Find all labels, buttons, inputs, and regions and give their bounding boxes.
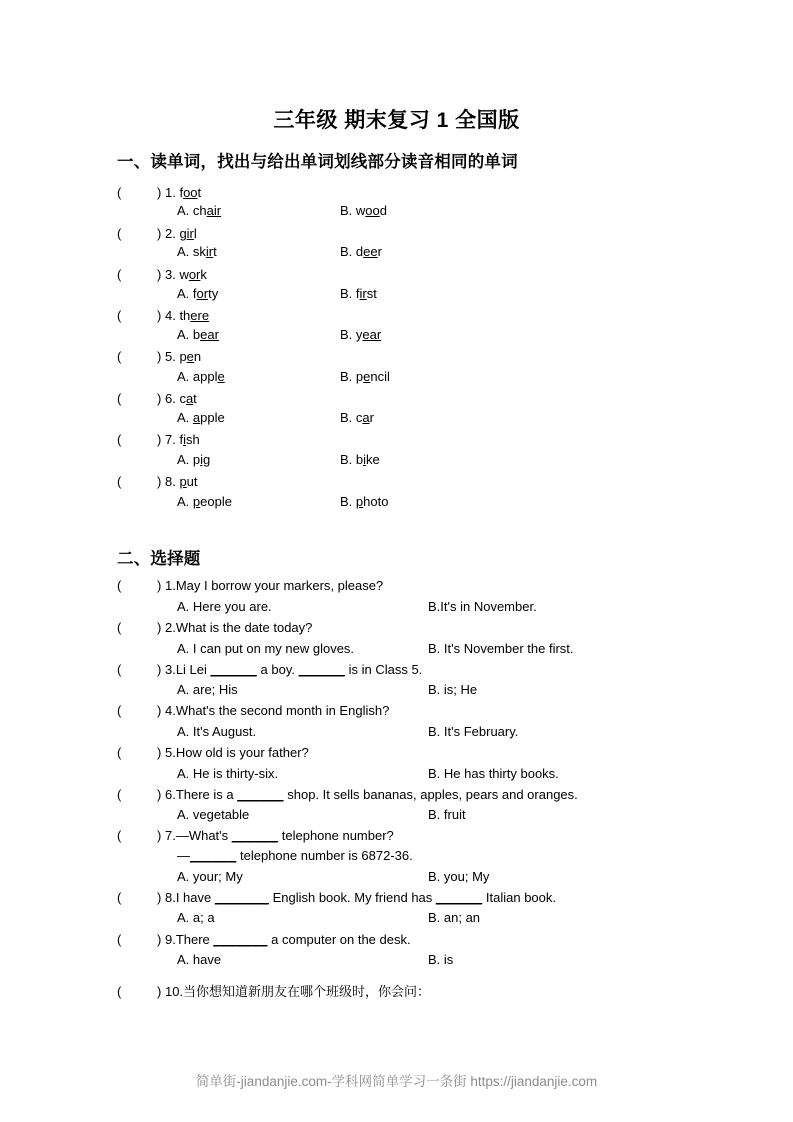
stem-underlined: p: [179, 474, 187, 489]
answer-bracket-close: ): [157, 391, 162, 406]
s1-option-a[interactable]: [177, 244, 217, 259]
s2-question-stem: [117, 745, 309, 760]
stem-text: What's the second month in English?: [175, 703, 390, 718]
question-number: 3.: [164, 267, 176, 282]
question-number: 2.: [164, 620, 176, 635]
option-pre: y: [355, 327, 363, 342]
stem-pre: f: [179, 185, 184, 200]
s2-option-b[interactable]: B. It's February.: [428, 724, 519, 739]
s2-option-b[interactable]: B. an; an: [428, 910, 481, 925]
answer-bracket-open[interactable]: (: [117, 787, 122, 802]
answer-bracket-close: ): [157, 620, 162, 635]
stem-pre: c: [179, 391, 186, 406]
option-a-label: A.: [177, 410, 193, 425]
s2-question-stem: [117, 932, 411, 947]
option-underlined: ear: [362, 327, 382, 342]
s2-option-a[interactable]: A. a; a: [177, 910, 215, 925]
s2-option-b[interactable]: B. fruit: [428, 807, 466, 822]
option-post: t: [213, 244, 217, 259]
answer-bracket-close: ): [157, 890, 162, 905]
option-pre: f: [192, 286, 197, 301]
answer-bracket-open[interactable]: (: [117, 932, 122, 947]
answer-bracket-open[interactable]: (: [117, 474, 122, 489]
option-pre: b: [355, 452, 364, 467]
option-underlined: a: [192, 410, 201, 425]
question-number: 8.: [164, 890, 176, 905]
question-number: 4.: [164, 308, 176, 323]
s2-option-a[interactable]: A. It's August.: [177, 724, 257, 739]
option-underlined: a: [362, 410, 370, 425]
s1-option-b[interactable]: [340, 327, 381, 342]
option-a-label: A.: [177, 286, 193, 301]
answer-bracket-close: ): [157, 828, 162, 843]
fill-in-blank[interactable]: _______: [214, 890, 269, 905]
answer-bracket-close: ): [157, 984, 162, 999]
option-underlined: ir: [205, 244, 214, 259]
option-post: r: [369, 410, 374, 425]
stem-post: t: [197, 185, 202, 200]
option-a-label: A.: [177, 369, 193, 384]
section-1-heading: 一、读单词，找出与给出单词划线部分读音相同的单词: [117, 153, 518, 171]
s1-option-b[interactable]: [340, 286, 377, 301]
answer-bracket-close: ): [157, 308, 162, 323]
answer-bracket-open[interactable]: (: [117, 349, 122, 364]
answer-bracket-close: ): [157, 185, 162, 200]
option-post: d: [379, 203, 387, 218]
stem-part-3: is in Class 5.: [344, 662, 423, 677]
stem-post: ut: [186, 474, 198, 489]
s2-option-a[interactable]: A. your; My: [177, 869, 243, 884]
question-number: 8.: [164, 474, 176, 489]
question-number: 6.: [164, 787, 176, 802]
s2-option-a[interactable]: A. He is thirty-six.: [177, 766, 279, 781]
option-underlined: i: [363, 452, 367, 467]
fill-in-blank[interactable]: ______: [210, 662, 257, 677]
answer-bracket-open[interactable]: (: [117, 226, 122, 241]
answer-bracket-close: ): [157, 745, 162, 760]
stem-underlined: i: [183, 432, 186, 447]
s1-option-a[interactable]: [177, 410, 225, 425]
stem-part-2: a computer on the desk.: [267, 932, 411, 947]
stem-post: n: [193, 349, 202, 364]
option-b-label: B.: [340, 369, 356, 384]
stem-pre: th: [179, 308, 191, 323]
stem-line2-part-1: —: [177, 848, 190, 863]
option-a-label: A.: [177, 203, 193, 218]
page-title: 三年级 期末复习 1 全国版: [273, 109, 520, 132]
s2-option-a[interactable]: A. vegetable: [177, 807, 250, 822]
option-b-label: B.: [340, 327, 356, 342]
option-b-label: B.: [340, 410, 356, 425]
footer-watermark: 简单街-jiandanjie.com-学科网简单学习一条街 https://jiandanjie.com: [195, 1074, 598, 1089]
s1-option-a[interactable]: [177, 369, 225, 384]
option-post: hoto: [363, 494, 389, 509]
s1-option-b[interactable]: [340, 410, 374, 425]
answer-bracket-open[interactable]: (: [117, 828, 122, 843]
answer-bracket-close: ): [157, 662, 162, 677]
stem-underlined: oo: [183, 185, 198, 200]
stem-part-2: telephone number?: [278, 828, 394, 843]
option-pre: d: [355, 244, 364, 259]
question-number: 5.: [164, 349, 176, 364]
answer-bracket-close: ): [157, 432, 162, 447]
s2-question-stem: [117, 984, 430, 999]
stem-part-1: —What's: [175, 828, 232, 843]
s1-option-b[interactable]: [340, 369, 390, 384]
stem-text: 当你想知道新朋友在哪个班级时，你会问：: [183, 984, 431, 999]
option-pre: c: [355, 410, 363, 425]
s2-option-a[interactable]: A. Here you are.: [177, 599, 272, 614]
question-number: 9.: [164, 932, 176, 947]
s1-question-stem: [117, 432, 200, 447]
s2-question-stem: [117, 828, 394, 843]
option-underlined: air: [206, 203, 222, 218]
stem-text: How old is your father?: [175, 745, 309, 760]
answer-bracket-open[interactable]: (: [117, 984, 122, 999]
option-pre: ch: [192, 203, 207, 218]
option-post: pple: [200, 410, 225, 425]
fill-in-blank[interactable]: ______: [237, 787, 284, 802]
option-underlined: p: [355, 494, 364, 509]
answer-bracket-close: ): [157, 932, 162, 947]
question-number: 7.: [164, 432, 176, 447]
question-number: 6.: [164, 391, 176, 406]
answer-bracket-open[interactable]: (: [117, 578, 122, 593]
s2-option-a[interactable]: A. are; His: [177, 682, 238, 697]
answer-bracket-open[interactable]: (: [117, 745, 122, 760]
answer-bracket-open[interactable]: (: [117, 185, 122, 200]
s2-option-b[interactable]: B. is; He: [428, 682, 478, 697]
stem-post: k: [200, 267, 207, 282]
option-underlined: oo: [365, 203, 380, 218]
s1-option-b[interactable]: [340, 203, 387, 218]
stem-text: May I borrow your markers, please?: [175, 578, 384, 593]
fill-in-blank[interactable]: ______: [298, 662, 345, 677]
answer-bracket-open[interactable]: (: [117, 391, 122, 406]
stem-post: sh: [185, 432, 200, 447]
option-a-label: A.: [177, 244, 193, 259]
s2-question-stem: [117, 662, 422, 677]
s1-question-stem: [117, 349, 201, 364]
option-underlined: e: [363, 369, 371, 384]
s1-question-stem: [117, 185, 201, 200]
stem-pre: p: [179, 349, 187, 364]
option-a-label: A.: [177, 452, 193, 467]
option-underlined: ir: [359, 286, 367, 301]
stem-part-2: English book. My friend has: [268, 890, 436, 905]
stem-part-1: There is a: [175, 787, 238, 802]
option-underlined: ear: [200, 327, 219, 342]
option-post: eople: [200, 494, 232, 509]
answer-bracket-open[interactable]: (: [117, 432, 122, 447]
option-underlined: ig: [200, 452, 211, 467]
s2-question-stem: [117, 890, 556, 905]
question-number: 1.: [164, 185, 176, 200]
question-number: 2.: [164, 226, 176, 241]
answer-bracket-open[interactable]: (: [117, 662, 122, 677]
s2-question-stem: [117, 703, 389, 718]
answer-bracket-close: ): [157, 267, 162, 282]
option-underlined: e: [217, 369, 225, 384]
fill-in-blank[interactable]: _______: [213, 932, 268, 947]
section-2-heading: 二、选择题: [117, 550, 201, 568]
s2-question-stem: [117, 578, 383, 593]
question-number: 7.: [164, 828, 176, 843]
s1-option-b[interactable]: [340, 494, 388, 509]
s2-option-b[interactable]: B. He has thirty books.: [428, 766, 559, 781]
s1-option-a[interactable]: [177, 286, 218, 301]
option-a-label: A.: [177, 327, 193, 342]
option-b-label: B.: [340, 203, 356, 218]
option-pre: b: [192, 327, 201, 342]
stem-line2-part-2: telephone number is 6872-36.: [236, 848, 413, 863]
fill-in-blank[interactable]: ______: [231, 828, 279, 843]
answer-bracket-open[interactable]: (: [117, 703, 122, 718]
s1-question-stem: [117, 391, 197, 406]
s1-option-b[interactable]: [340, 452, 380, 467]
stem-part-2: a boy.: [256, 662, 299, 677]
question-number: 3.: [164, 662, 176, 677]
s2-option-b[interactable]: B.It's in November.: [428, 599, 537, 614]
question-number: 10.: [164, 984, 184, 999]
question-number: 5.: [164, 745, 176, 760]
option-a-label: A.: [177, 494, 193, 509]
s2-question-stem: [117, 787, 578, 802]
answer-bracket-close: ): [157, 349, 162, 364]
stem-part-3: Italian book.: [482, 890, 556, 905]
s1-option-a[interactable]: [177, 327, 219, 342]
option-pre: p: [192, 452, 201, 467]
option-b-label: B.: [340, 286, 356, 301]
s2-question-stem-line2: [177, 848, 413, 863]
answer-bracket-close: ): [157, 474, 162, 489]
option-underlined: ee: [363, 244, 378, 259]
answer-bracket-open[interactable]: (: [117, 890, 122, 905]
stem-underlined: e: [186, 349, 194, 364]
stem-underlined: gir: [179, 226, 194, 241]
stem-pre: f: [179, 432, 184, 447]
option-pre: f: [355, 286, 360, 301]
option-post: st: [366, 286, 377, 301]
answer-bracket-close: ): [157, 578, 162, 593]
fill-in-blank[interactable]: ______: [435, 890, 483, 905]
option-underlined: p: [192, 494, 201, 509]
s2-option-a[interactable]: A. I can put on my new gloves.: [177, 641, 355, 656]
option-pre: appl: [192, 369, 218, 384]
stem-post: t: [193, 391, 197, 406]
fill-in-blank[interactable]: ______: [190, 848, 237, 863]
option-post: ty: [208, 286, 219, 301]
stem-underlined: a: [185, 391, 194, 406]
stem-underlined: or: [188, 267, 201, 282]
option-pre: sk: [192, 244, 206, 259]
option-post: ke: [366, 452, 380, 467]
s1-question-stem: [117, 226, 197, 241]
s1-question-stem: [117, 267, 207, 282]
stem-post: l: [193, 226, 197, 241]
s1-question-stem: [117, 308, 209, 323]
s2-question-stem: [117, 620, 312, 635]
s2-option-b[interactable]: B. It's November the first.: [428, 641, 574, 656]
s1-option-a[interactable]: [177, 494, 232, 509]
s1-question-stem: [117, 474, 198, 489]
stem-text: What is the date today?: [175, 620, 313, 635]
answer-bracket-close: ): [157, 787, 162, 802]
answer-bracket-open[interactable]: (: [117, 267, 122, 282]
option-post: ncil: [370, 369, 390, 384]
option-post: r: [377, 244, 382, 259]
option-b-label: B.: [340, 244, 356, 259]
question-number: 4.: [164, 703, 176, 718]
option-pre: w: [355, 203, 366, 218]
s1-option-b[interactable]: [340, 244, 382, 259]
option-underlined: or: [196, 286, 209, 301]
answer-bracket-open[interactable]: (: [117, 620, 122, 635]
option-pre: p: [355, 369, 364, 384]
s1-option-a[interactable]: [177, 452, 210, 467]
s2-option-a[interactable]: A. have: [177, 952, 222, 967]
answer-bracket-open[interactable]: (: [117, 308, 122, 323]
option-b-label: B.: [340, 494, 356, 509]
option-b-label: B.: [340, 452, 356, 467]
s1-option-a[interactable]: [177, 203, 221, 218]
stem-part-1: There: [175, 932, 214, 947]
answer-bracket-close: ): [157, 226, 162, 241]
stem-underlined: ere: [190, 308, 210, 323]
stem-part-1: Li Lei: [175, 662, 211, 677]
answer-bracket-close: ): [157, 703, 162, 718]
question-number: 1.: [164, 578, 176, 593]
s2-option-b[interactable]: B. you; My: [428, 869, 490, 884]
stem-pre: w: [179, 267, 189, 282]
stem-part-1: I have: [175, 890, 215, 905]
stem-part-2: shop. It sells bananas, apples, pears and oranges.: [283, 787, 578, 802]
s2-option-b[interactable]: B. is: [428, 952, 454, 967]
